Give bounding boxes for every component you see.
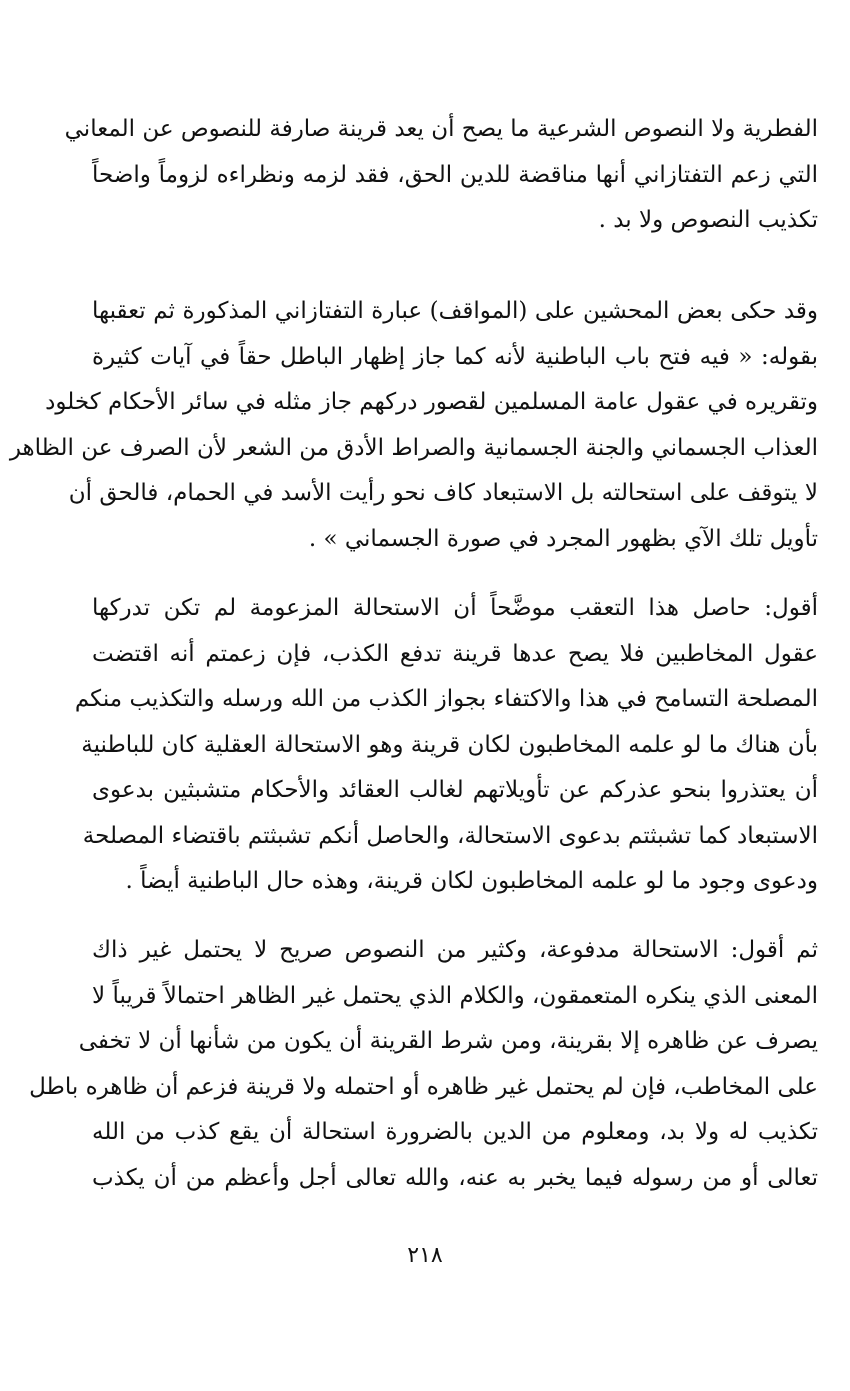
text-line: أن يعتذروا بنحو عذركم عن تأويلاتهم لغالب العقائد والأحكام متشبثين بدعوى bbox=[92, 777, 818, 803]
text-line: على المخاطب، فإن لم يحتمل غير ظاهره أو احتمله ولا قرينة فزعم أن ظاهره باطل bbox=[29, 1073, 818, 1100]
text-line: المعنى الذي ينكره المتعمقون، والكلام الذي يحتمل غير الظاهر احتمالاً قريباً لا bbox=[92, 982, 818, 1009]
text-line: ودعوى وجود ما لو علمه المخاطبون لكان قرينة، وهذه حال الباطنية أيضاً . bbox=[125, 868, 818, 894]
text-line: الفطرية ولا النصوص الشرعية ما يصح أن يعد قرينة صارفة للنصوص عن المعاني bbox=[64, 116, 818, 142]
paragraph-1 bbox=[64, 107, 818, 244]
text-line: عقول المخاطبين فلا يصح عدها قرينة تدفع الكذب، فإن زعمتم أنه اقتضت bbox=[92, 640, 818, 667]
paragraph-2 bbox=[9, 289, 818, 562]
text-line: تكذيب له ولا بد، ومعلوم من الدين بالضرورة استحالة أن يقع كذب من الله bbox=[92, 1119, 818, 1145]
text-line: وقد حكى بعض المحشين على (المواقف) عبارة التفتازاني المذكورة ثم تعقبها bbox=[92, 298, 818, 324]
text-line: يصرف عن ظاهره إلا بقرينة، ومن شرط القرينة أن يكون من شأنها أن لا تخفى bbox=[78, 1028, 818, 1054]
text-line: تكذيب النصوص ولا بد . bbox=[598, 207, 818, 233]
text-line: أقول: حاصل هذا التعقب موضَّحاً أن الاستحالة المزعومة لم تكن تدركها bbox=[92, 595, 818, 621]
text-line: العذاب الجسماني والجنة الجسمانية والصراط الأدق من الشعر لأن الصرف عن الظاهر bbox=[9, 434, 818, 461]
text-line: بأن هناك ما لو علمه المخاطبون لكان قرينة وهو الاستحالة العقلية كان للباطنية bbox=[81, 731, 818, 758]
paragraph-4 bbox=[29, 928, 818, 1201]
text-line: لا يتوقف على استحالته بل الاستبعاد كاف نحو رأيت الأسد في الحمام، فالحق أن bbox=[68, 480, 818, 506]
paragraph-3 bbox=[74, 586, 818, 905]
text-line: تعالى أو من رسوله فيما يخبر به عنه، والله تعالى أجل وأعظم من أن يكذب bbox=[92, 1164, 818, 1191]
text-line: وتقريره في عقول عامة المسلمين لقصور دركهم جاز مثله في سائر الأحكام كخلود bbox=[45, 389, 818, 415]
text-line: الاستبعاد كما تشبثتم بدعوى الاستحالة، والحاصل أنكم تشبثتم باقتضاء المصلحة bbox=[82, 822, 818, 849]
text-line: تأويل تلك الآي بظهور المجرد في صورة الجسماني » . bbox=[308, 525, 818, 552]
page-number: ٢١٨ bbox=[407, 1243, 443, 1268]
text-line: المصلحة التسامح في هذا والاكتفاء بجواز الكذب من الله ورسله والتكذيب منكم bbox=[74, 686, 818, 712]
text-line: بقوله: « فيه فتح باب الباطنية لأنه كما جاز إظهار الباطل حقاً في آيات كثيرة bbox=[92, 343, 818, 370]
text-line: التي زعم التفتازاني أنها مناقضة للدين الحق، فقد لزمه ونظراءه لزوماً واضحاً bbox=[92, 161, 818, 188]
text-line: ثم أقول: الاستحالة مدفوعة، وكثير من النصوص صريح لا يحتمل غير ذاك bbox=[92, 937, 818, 963]
